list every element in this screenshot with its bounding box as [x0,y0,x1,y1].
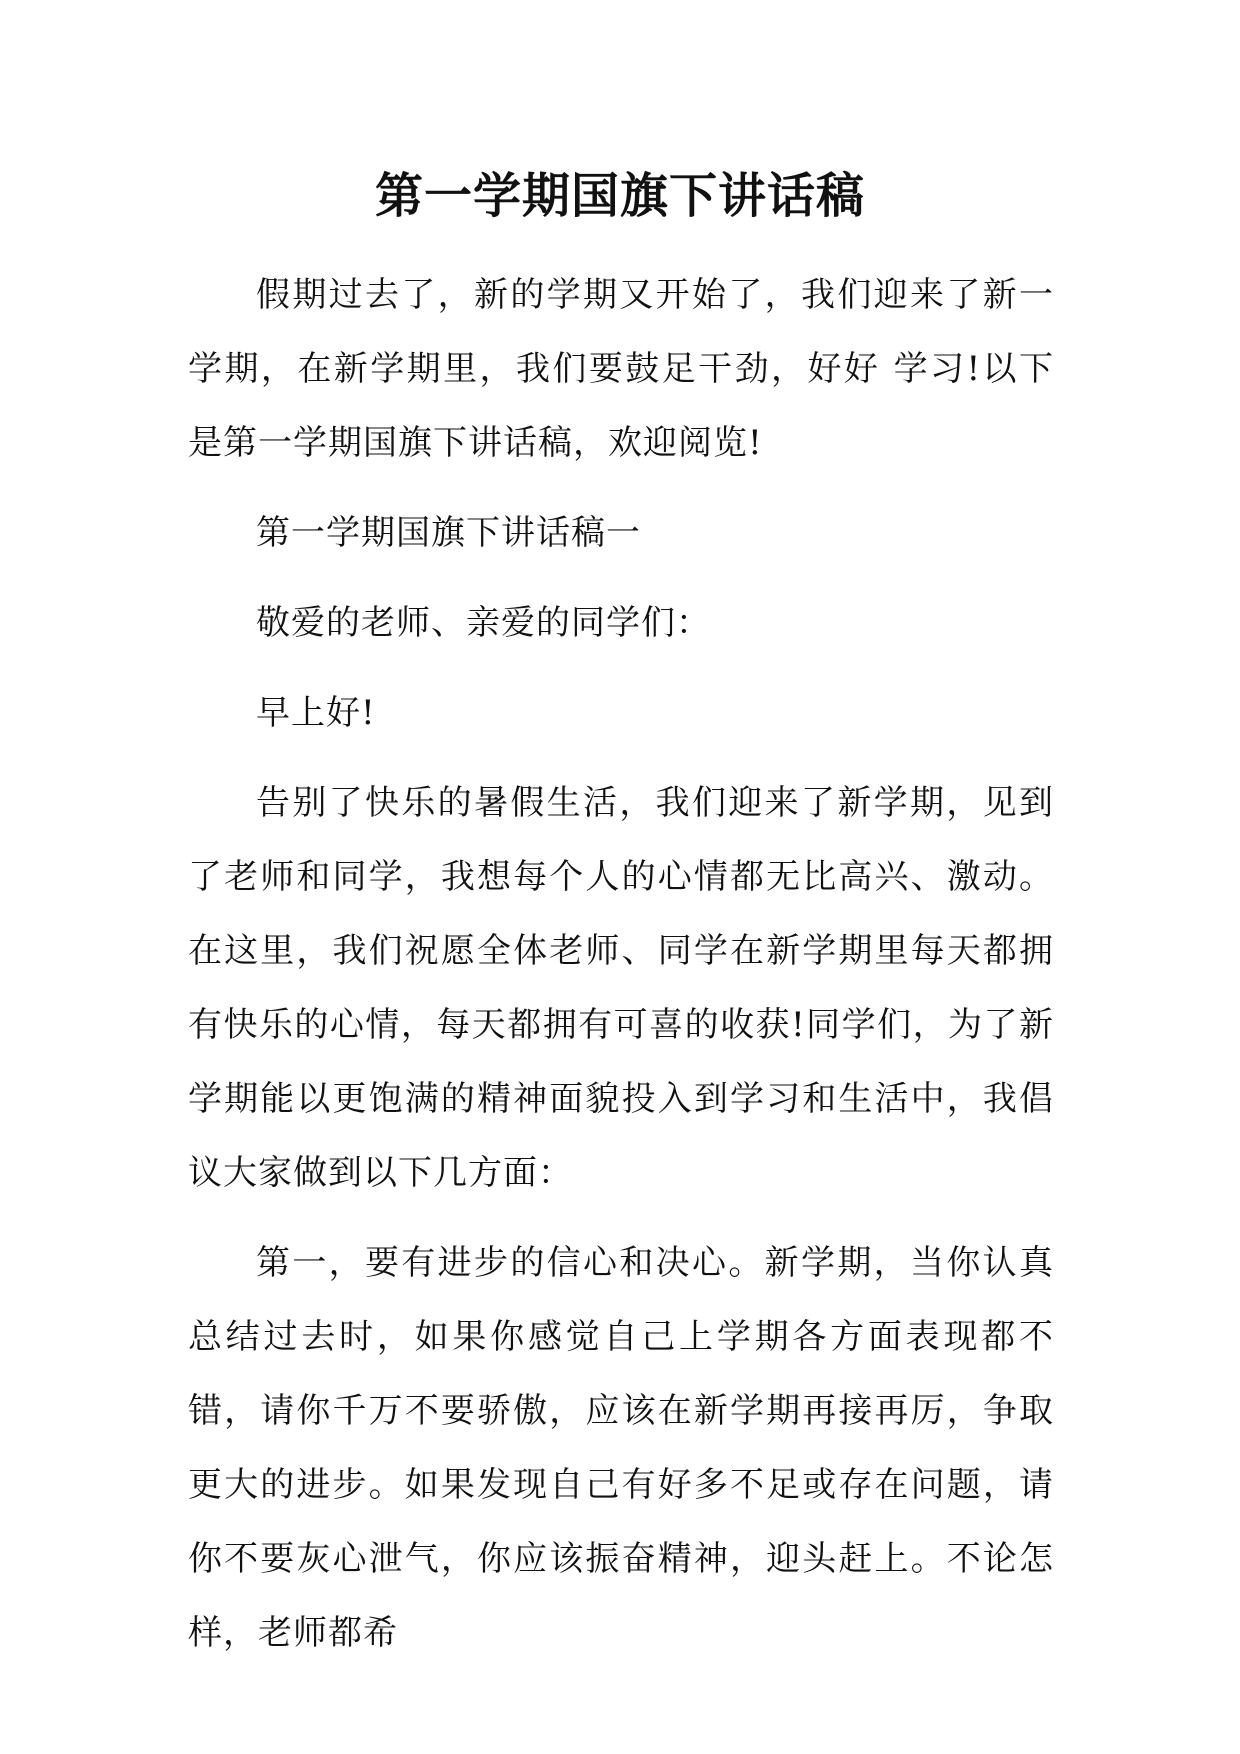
intro-paragraph: 假期过去了，新的学期又开始了，我们迎来了新一学期，在新学期里，我们要鼓足干劲，好好 学习!以下是第一学期国旗下讲话稿，欢迎阅览! [188,275,1054,463]
document-title: 第一学期国旗下讲话稿 [374,168,865,224]
section-heading: 第一学期国旗下讲话稿一 [256,513,641,553]
body-paragraph: 第一，要有进步的信心和决心。新学期，当你认真总结过去时，如果你感觉自己上学期各方面表现都不错，请你千万不要骄傲，应该在新学期再接再厉，争取更大的进步。如果发现自己有好多不足或存在问题，请你不要灰心泄气，你应该振奋精神，迎头赶上。不论怎样，老师都希 [188,1243,1054,1653]
document-body [188,258,1054,1670]
salutation: 敬爱的老师、亲爱的同学们： [256,603,711,643]
greeting: 早上好! [256,693,376,733]
body-paragraph: 告别了快乐的暑假生活，我们迎来了新学期，见到了老师和同学，我想每个人的心情都无比高兴、激动。在这里，我们祝愿全体老师、同学在新学期里每天都拥有快乐的心情，每天都拥有可喜的收获!同学们，为了新学期能以更饱满的精神面貌投入到学习和生活中，我倡议大家做到以下几方面： [188,783,1054,1193]
